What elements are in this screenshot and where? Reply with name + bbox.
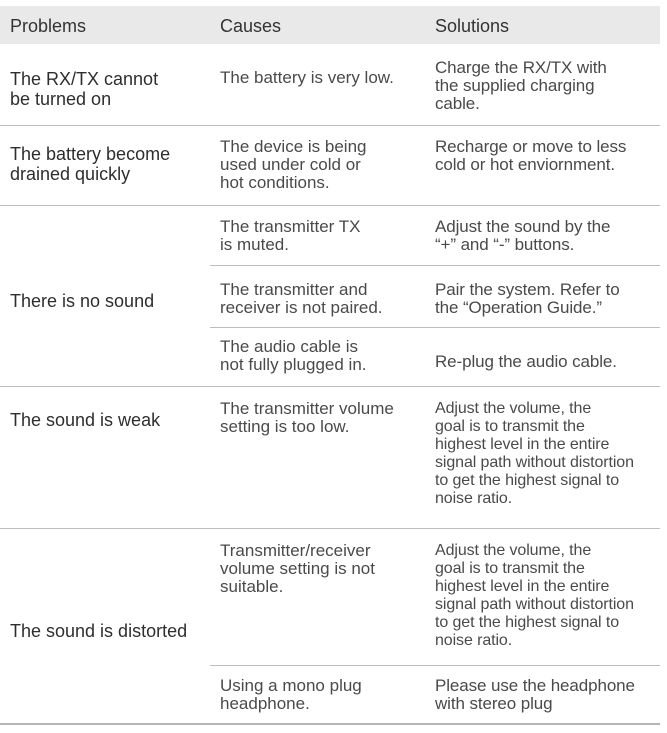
row-divider: [0, 528, 660, 529]
solution-3-2: Pair the system. Refer to the “Operation Guide.”: [435, 280, 620, 317]
solution-1-1: Charge the RX/TX with the supplied charging cable.: [435, 58, 607, 113]
cause-3-3: The audio cable is not fully plugged in.: [220, 337, 367, 374]
cause-4-1: The transmitter volume setting is too low.: [220, 399, 394, 436]
row-divider: [0, 386, 660, 387]
sub-row-divider: [210, 665, 660, 666]
row-divider: [0, 205, 660, 206]
problem-4: The sound is weak: [10, 410, 161, 430]
solution-4-1: Adjust the volume, the goal is to transmit the highest level in the entire signal path without distortion to get the highest signal to noise ratio.: [435, 400, 634, 507]
table-bottom-border: [0, 723, 660, 725]
cause-3-1: The transmitter TX is muted.: [220, 217, 361, 254]
header-solutions: Solutions: [435, 16, 510, 36]
header-causes: Causes: [220, 16, 282, 36]
sub-row-divider: [210, 265, 660, 266]
problem-3: There is no sound: [10, 291, 155, 311]
solution-3-3: Re-plug the audio cable.: [435, 352, 617, 371]
cause-1-1: The battery is very low.: [220, 68, 394, 87]
cause-5-2: Using a mono plug headphone.: [220, 676, 362, 713]
solution-2-1: Recharge or move to less cold or hot enviornment.: [435, 137, 627, 174]
table-header: [0, 6, 660, 44]
problem-2: The battery become drained quickly: [10, 144, 171, 184]
solution-3-1: Adjust the sound by the “+” and “-” buttons.: [435, 217, 611, 254]
cause-3-2: The transmitter and receiver is not paired.: [220, 280, 383, 317]
row-divider: [0, 125, 660, 126]
cause-2-1: The device is being used under cold or hot conditions.: [220, 137, 367, 192]
problem-1: The RX/TX cannot be turned on: [10, 69, 159, 109]
header-problems: Problems: [10, 16, 87, 36]
problem-5: The sound is distorted: [10, 621, 188, 641]
solution-5-2: Please use the headphone with stereo plug: [435, 676, 635, 713]
sub-row-divider: [210, 327, 660, 328]
cause-5-1: Transmitter/receiver volume setting is not suitable.: [220, 541, 375, 596]
solution-5-1: Adjust the volume, the goal is to transmit the highest level in the entire signal path without distortion to get the highest signal to noise ratio.: [435, 542, 634, 649]
